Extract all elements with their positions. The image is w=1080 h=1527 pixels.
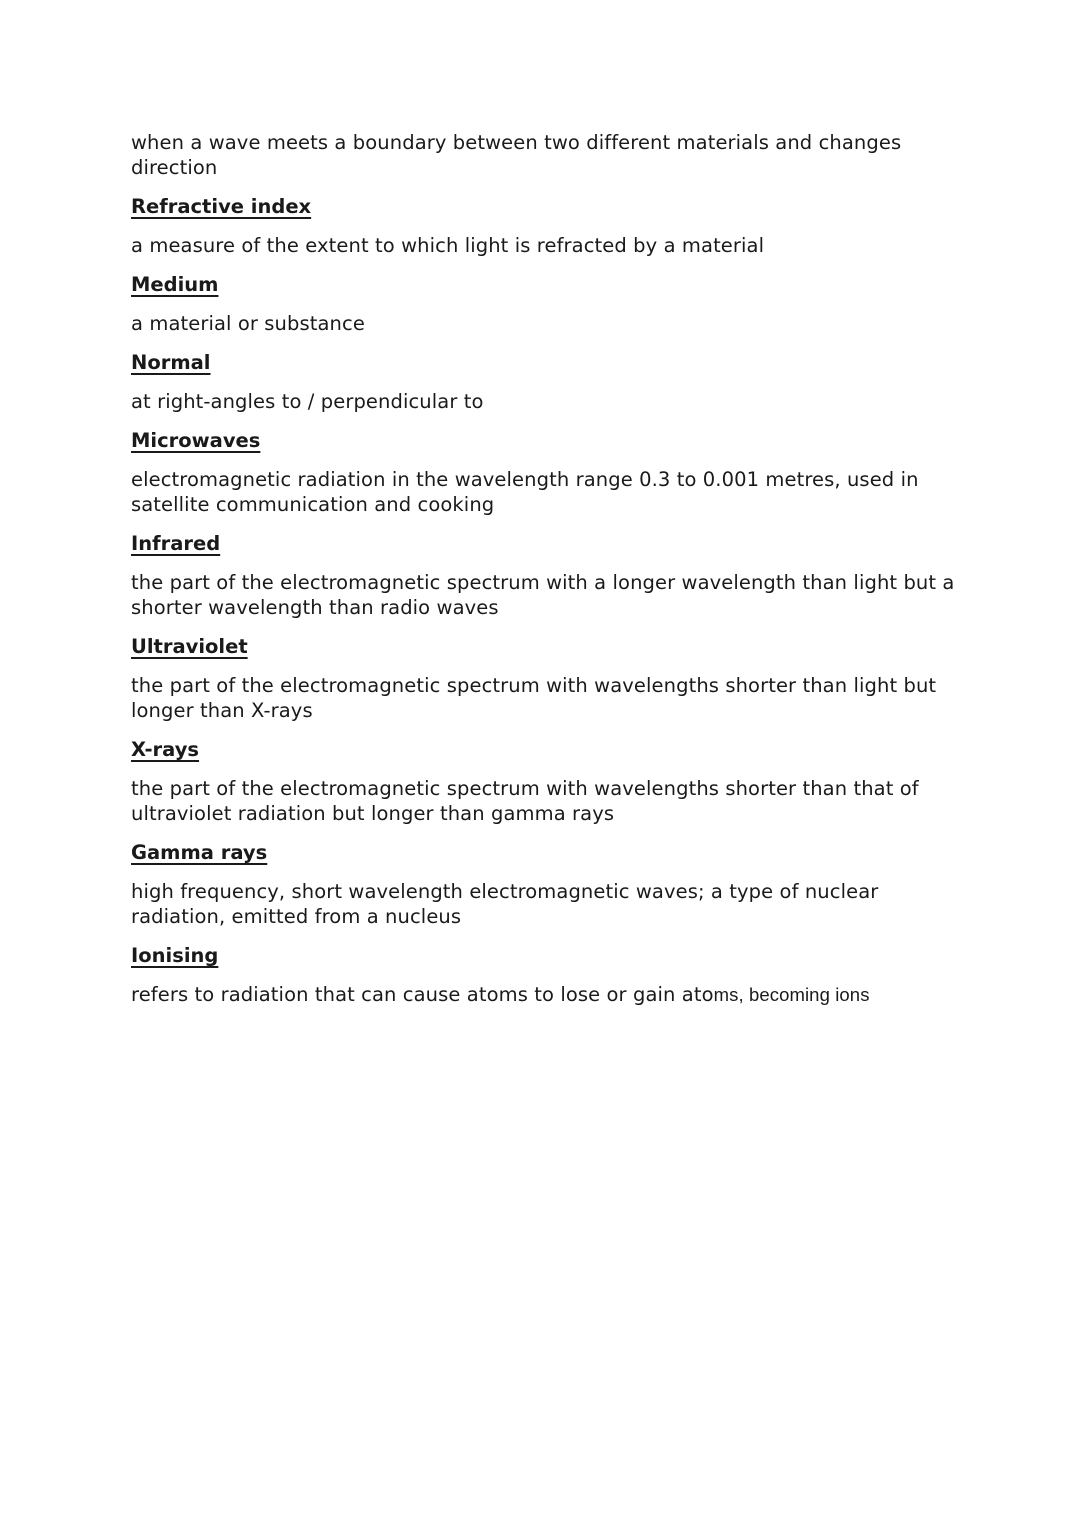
glossary-term-refractive-index: Refractive index bbox=[131, 195, 312, 218]
glossary-page bbox=[131, 130, 961, 1007]
intro-definition: when a wave meets a boundary between two different materials and changes direction bbox=[131, 131, 902, 179]
glossary-term-medium: Medium bbox=[131, 273, 219, 296]
glossary-definition-ultraviolet: the part of the electromagnetic spectrum with wavelengths shorter than light but longer than X-rays bbox=[131, 674, 937, 722]
glossary-definition-x-rays: the part of the electromagnetic spectrum with wavelengths shorter than that of ultraviolet radiation but longer than gamma rays bbox=[131, 777, 919, 825]
glossary-definition-gamma-rays: high frequency, short wavelength electromagnetic waves; a type of nuclear radiation, emitted from a nucleus bbox=[131, 880, 879, 928]
glossary-definition-infrared: the part of the electromagnetic spectrum with a longer wavelength than light but a shorter wavelength than radio waves bbox=[131, 571, 955, 619]
glossary-term-gamma-rays: Gamma rays bbox=[131, 841, 268, 864]
glossary-term-infrared: Infrared bbox=[131, 532, 221, 555]
definition-text: refers to radiation that can cause atoms to lose or gain ato bbox=[131, 983, 714, 1006]
glossary-definition-ionising bbox=[131, 982, 961, 1007]
glossary-definition-normal: at right-angles to / perpendicular to bbox=[131, 390, 484, 413]
glossary-definition-microwaves: electromagnetic radiation in the wavelength range 0.3 to 0.001 metres, used in satellite communication and cooking bbox=[131, 468, 919, 516]
glossary-definition-medium: a material or substance bbox=[131, 312, 365, 335]
glossary-term-normal: Normal bbox=[131, 351, 211, 374]
glossary-term-microwaves: Microwaves bbox=[131, 429, 261, 452]
glossary-term-ionising: Ionising bbox=[131, 944, 219, 967]
glossary-term-ultraviolet: Ultraviolet bbox=[131, 635, 248, 658]
glossary-term-x-rays: X-rays bbox=[131, 738, 200, 761]
definition-text-tail: ms, becoming ions bbox=[713, 984, 870, 1005]
glossary-definition-refractive-index: a measure of the extent to which light is refracted by a material bbox=[131, 234, 765, 257]
